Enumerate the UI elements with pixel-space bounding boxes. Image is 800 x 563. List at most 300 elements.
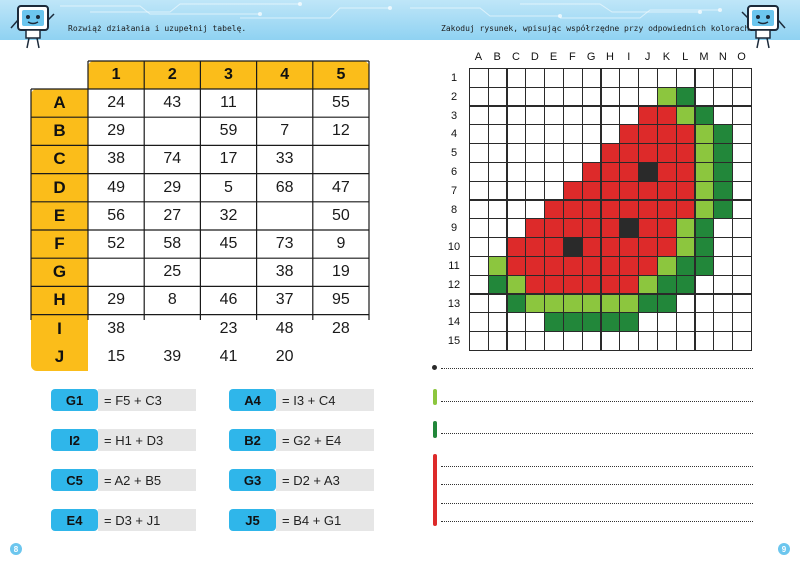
grid-cell[interactable] [657, 200, 677, 220]
grid-cell[interactable] [601, 294, 621, 314]
table-cell[interactable]: 49 [107, 178, 125, 196]
grid-cell[interactable] [544, 87, 564, 107]
grid-column-label: J [644, 51, 651, 63]
grid-cell[interactable] [676, 294, 696, 314]
grid-cell[interactable] [619, 218, 639, 238]
grid-cell[interactable] [525, 68, 545, 88]
grid-cell[interactable] [638, 256, 658, 276]
grid-cell[interactable] [525, 87, 545, 107]
grid-cell[interactable] [638, 275, 658, 295]
table-cell[interactable]: 50 [331, 206, 350, 224]
grid-cell[interactable] [695, 124, 715, 144]
grid-cell[interactable] [525, 256, 545, 276]
table-cell[interactable]: 32 [219, 206, 238, 224]
table-cell[interactable]: 55 [331, 94, 350, 112]
grid-cell[interactable] [469, 106, 489, 126]
table-cell[interactable]: 39 [163, 347, 182, 365]
grid-cell[interactable] [525, 162, 545, 182]
table-cell[interactable] [313, 145, 369, 173]
grid-cell[interactable] [469, 218, 489, 238]
grid-cell[interactable] [507, 200, 527, 220]
grid-cell[interactable] [713, 181, 733, 201]
grid-cell[interactable] [676, 68, 696, 88]
grid-cell[interactable] [563, 87, 583, 107]
grid-cell[interactable] [638, 181, 658, 201]
grid-cell[interactable] [713, 162, 733, 182]
table-cell[interactable]: 43 [163, 94, 182, 112]
grid-cell[interactable] [488, 312, 508, 332]
grid-cell[interactable] [563, 143, 583, 163]
grid-cell[interactable] [469, 312, 489, 332]
grid-cell[interactable] [619, 275, 639, 295]
table-cell[interactable]: 15 [107, 347, 125, 365]
grid-cell[interactable] [582, 275, 602, 295]
table-cell[interactable]: 38 [107, 150, 125, 168]
grid-column-label: F [569, 51, 576, 63]
grid-cell[interactable] [582, 294, 602, 314]
equation-row [51, 429, 196, 451]
grid-cell[interactable] [582, 68, 602, 88]
grid-cell[interactable] [713, 200, 733, 220]
table-cell[interactable]: 20 [275, 347, 294, 365]
grid-cell[interactable] [601, 200, 621, 220]
grid-cell[interactable] [732, 312, 752, 332]
grid-cell[interactable] [657, 275, 677, 295]
grid-cell[interactable] [601, 68, 621, 88]
grid-cell[interactable] [507, 143, 527, 163]
grid-cell[interactable] [544, 200, 564, 220]
grid-cell[interactable] [563, 68, 583, 88]
grid-cell[interactable] [732, 106, 752, 126]
grid-cell[interactable] [544, 124, 564, 144]
grid-cell[interactable] [713, 256, 733, 276]
answer-line[interactable] [441, 521, 753, 522]
grid-cell[interactable] [676, 275, 696, 295]
grid-cell[interactable] [657, 312, 677, 332]
grid-cell[interactable] [638, 106, 658, 126]
grid-cell[interactable] [713, 124, 733, 144]
grid-cell[interactable] [713, 87, 733, 107]
grid-cell[interactable] [619, 143, 639, 163]
grid-cell[interactable] [488, 124, 508, 144]
grid-cell[interactable] [713, 237, 733, 257]
grid-cell[interactable] [713, 312, 733, 332]
grid-cell[interactable] [695, 275, 715, 295]
grid-cell[interactable] [469, 294, 489, 314]
grid-cell[interactable] [638, 162, 658, 182]
grid-cell[interactable] [695, 68, 715, 88]
grid-cell[interactable] [619, 312, 639, 332]
grid-cell[interactable] [638, 87, 658, 107]
grid-cell[interactable] [619, 181, 639, 201]
table-cell[interactable]: 47 [331, 178, 350, 196]
answer-line[interactable] [441, 368, 753, 369]
table-cell[interactable]: 28 [331, 319, 350, 337]
row-header: B [53, 121, 66, 141]
grid-cell[interactable] [488, 218, 508, 238]
grid-cell[interactable] [544, 312, 564, 332]
grid-cell[interactable] [507, 87, 527, 107]
grid-cell[interactable] [563, 237, 583, 257]
grid-row-label: 14 [447, 316, 461, 329]
grid-cell[interactable] [601, 218, 621, 238]
answer-line[interactable] [441, 401, 753, 402]
grid-cell[interactable] [507, 181, 527, 201]
table-cell[interactable]: 48 [275, 319, 294, 337]
table-cell[interactable]: 45 [219, 235, 238, 253]
grid-cell[interactable] [507, 237, 527, 257]
grid-cell[interactable] [638, 218, 658, 238]
row-header: C [53, 149, 66, 169]
grid-cell[interactable] [488, 143, 508, 163]
grid-cell[interactable] [713, 218, 733, 238]
grid-cell[interactable] [676, 181, 696, 201]
grid-cell[interactable] [582, 162, 602, 182]
grid-cell[interactable] [657, 256, 677, 276]
grid-cell[interactable] [563, 124, 583, 144]
grid-cell[interactable] [469, 200, 489, 220]
equation-row [229, 509, 374, 531]
grid-cell[interactable] [582, 124, 602, 144]
table-cell[interactable]: 5 [224, 178, 233, 196]
grid-cell[interactable] [563, 275, 583, 295]
answer-line[interactable] [441, 466, 753, 467]
grid-cell[interactable] [657, 294, 677, 314]
grid-cell[interactable] [601, 124, 621, 144]
grid-cell[interactable] [507, 124, 527, 144]
equation-expression: = G2 + E4 [276, 429, 374, 451]
grid-cell[interactable] [488, 106, 508, 126]
grid-cell[interactable] [469, 331, 489, 351]
grid-cell[interactable] [676, 106, 696, 126]
grid-cell[interactable] [713, 106, 733, 126]
grid-cell[interactable] [713, 275, 733, 295]
grid-cell[interactable] [676, 218, 696, 238]
grid-row-label: 9 [450, 222, 458, 235]
grid-cell[interactable] [563, 331, 583, 351]
grid-cell[interactable] [544, 331, 564, 351]
grid-cell[interactable] [695, 312, 715, 332]
grid-cell[interactable] [544, 143, 564, 163]
grid-cell[interactable] [582, 106, 602, 126]
column-header: 4 [280, 66, 290, 83]
grid-cell[interactable] [507, 218, 527, 238]
grid-cell[interactable] [638, 143, 658, 163]
grid-cell[interactable] [488, 181, 508, 201]
table-cell[interactable]: 41 [219, 347, 238, 365]
grid-cell[interactable] [525, 312, 545, 332]
table-cell[interactable] [313, 343, 369, 371]
grid-cell[interactable] [657, 237, 677, 257]
grid-cell[interactable] [695, 162, 715, 182]
grid-cell[interactable] [469, 87, 489, 107]
grid-cell[interactable] [657, 331, 677, 351]
grid-cell[interactable] [695, 87, 715, 107]
grid-cell[interactable] [601, 143, 621, 163]
grid-cell[interactable] [525, 275, 545, 295]
grid-cell[interactable] [657, 218, 677, 238]
grid-cell[interactable] [582, 331, 602, 351]
grid-cell[interactable] [619, 200, 639, 220]
table-cell[interactable]: 74 [163, 150, 182, 168]
table-cell[interactable]: 58 [163, 235, 182, 253]
grid-cell[interactable] [507, 162, 527, 182]
table-cell[interactable]: 29 [107, 291, 125, 309]
grid-cell[interactable] [582, 256, 602, 276]
grid-cell[interactable] [676, 124, 696, 144]
grid-cell[interactable] [544, 106, 564, 126]
grid-cell[interactable] [488, 294, 508, 314]
grid-cell[interactable] [601, 312, 621, 332]
grid-cell[interactable] [601, 331, 621, 351]
grid-cell[interactable] [488, 162, 508, 182]
grid-cell[interactable] [488, 275, 508, 295]
grid-cell[interactable] [563, 294, 583, 314]
grid-cell[interactable] [695, 200, 715, 220]
table-cell[interactable]: 25 [163, 263, 182, 281]
grid-cell[interactable] [619, 162, 639, 182]
table-cell[interactable]: 33 [275, 150, 294, 168]
grid-cell[interactable] [638, 200, 658, 220]
equation-row [229, 389, 374, 411]
grid-cell[interactable] [469, 237, 489, 257]
grid-cell[interactable] [657, 124, 677, 144]
grid-cell[interactable] [601, 181, 621, 201]
grid-cell[interactable] [525, 294, 545, 314]
table-cell[interactable] [144, 117, 200, 145]
table-cell[interactable]: 68 [275, 178, 294, 196]
table-cell[interactable]: 11 [220, 94, 237, 112]
grid-cell[interactable] [582, 312, 602, 332]
grid-cell[interactable] [638, 294, 658, 314]
grid-cell[interactable] [732, 200, 752, 220]
grid-cell[interactable] [507, 275, 527, 295]
grid-cell[interactable] [525, 106, 545, 126]
table-cell[interactable]: 95 [331, 291, 350, 309]
grid-cell[interactable] [732, 87, 752, 107]
grid-cell[interactable] [657, 68, 677, 88]
grid-cell[interactable] [525, 331, 545, 351]
grid-cell[interactable] [525, 181, 545, 201]
grid-cell[interactable] [582, 218, 602, 238]
grid-cell[interactable] [544, 218, 564, 238]
grid-cell[interactable] [732, 181, 752, 201]
grid-cell[interactable] [657, 87, 677, 107]
grid-cell[interactable] [469, 256, 489, 276]
grid-cell[interactable] [657, 181, 677, 201]
grid-cell[interactable] [619, 294, 639, 314]
grid-cell[interactable] [657, 106, 677, 126]
grid-cell[interactable] [638, 68, 658, 88]
grid-cell[interactable] [695, 218, 715, 238]
table-cell[interactable]: 9 [336, 235, 346, 253]
grid-cell[interactable] [469, 181, 489, 201]
grid-cell[interactable] [582, 181, 602, 201]
table-cell[interactable] [88, 258, 144, 286]
grid-cell[interactable] [695, 237, 715, 257]
grid-cell[interactable] [732, 124, 752, 144]
grid-cell[interactable] [469, 68, 489, 88]
row-header: F [54, 234, 65, 254]
grid-cell[interactable] [525, 237, 545, 257]
grid-cell[interactable] [695, 181, 715, 201]
grid-cell[interactable] [507, 256, 527, 276]
table-cell[interactable]: 8 [167, 291, 177, 309]
grid-cell[interactable] [469, 162, 489, 182]
table-cell[interactable]: 19 [331, 263, 350, 281]
table-cell[interactable]: 56 [107, 206, 125, 224]
grid-cell[interactable] [619, 124, 639, 144]
grid-cell[interactable] [544, 275, 564, 295]
grid-cell[interactable] [601, 162, 621, 182]
grid-cell[interactable] [507, 68, 527, 88]
grid-cell[interactable] [582, 143, 602, 163]
grid-cell[interactable] [488, 68, 508, 88]
grid-cell[interactable] [525, 124, 545, 144]
grid-cell[interactable] [676, 200, 696, 220]
grid-cell[interactable] [638, 124, 658, 144]
grid-cell[interactable] [732, 331, 752, 351]
table-cell[interactable]: 46 [219, 291, 238, 309]
grid-cell[interactable] [676, 162, 696, 182]
answer-line[interactable] [441, 484, 753, 485]
grid-cell[interactable] [713, 294, 733, 314]
grid-cell[interactable] [469, 275, 489, 295]
grid-cell[interactable] [488, 237, 508, 257]
grid-cell[interactable] [713, 143, 733, 163]
grid-cell[interactable] [732, 68, 752, 88]
grid-cell[interactable] [563, 312, 583, 332]
color-swatch-dark-green [433, 421, 437, 438]
grid-cell[interactable] [544, 68, 564, 88]
grid-cell[interactable] [619, 68, 639, 88]
grid-cell[interactable] [507, 331, 527, 351]
grid-cell[interactable] [488, 87, 508, 107]
table-cell[interactable]: 38 [107, 319, 125, 337]
grid-cell[interactable] [638, 331, 658, 351]
grid-cell[interactable] [713, 68, 733, 88]
grid-cell[interactable] [732, 256, 752, 276]
grid-cell[interactable] [732, 294, 752, 314]
table-cell[interactable]: 27 [163, 206, 182, 224]
equation-expression: = F5 + C3 [98, 389, 196, 411]
grid-column-label: M [699, 51, 709, 63]
grid-cell[interactable] [713, 331, 733, 351]
grid-cell[interactable] [544, 294, 564, 314]
grid-cell[interactable] [582, 87, 602, 107]
grid-cell[interactable] [619, 87, 639, 107]
grid-cell[interactable] [544, 256, 564, 276]
grid-cell[interactable] [601, 87, 621, 107]
table-cell[interactable] [200, 258, 256, 286]
table-cell[interactable]: 24 [107, 94, 125, 112]
grid-cell[interactable] [732, 218, 752, 238]
grid-cell[interactable] [601, 106, 621, 126]
table-cell[interactable]: 29 [107, 122, 125, 140]
grid-cell[interactable] [525, 200, 545, 220]
grid-cell[interactable] [582, 237, 602, 257]
grid-cell[interactable] [488, 331, 508, 351]
grid-cell[interactable] [676, 312, 696, 332]
grid-cell[interactable] [732, 237, 752, 257]
grid-cell[interactable] [601, 237, 621, 257]
grid-cell[interactable] [563, 106, 583, 126]
table-cell[interactable]: 37 [275, 291, 294, 309]
grid-cell[interactable] [601, 275, 621, 295]
grid-cell[interactable] [676, 237, 696, 257]
table-cell[interactable]: 38 [275, 263, 294, 281]
grid-cell[interactable] [469, 124, 489, 144]
grid-cell[interactable] [638, 237, 658, 257]
grid-cell[interactable] [563, 162, 583, 182]
answer-line[interactable] [441, 503, 753, 504]
grid-cell[interactable] [695, 256, 715, 276]
grid-cell[interactable] [469, 143, 489, 163]
grid-cell[interactable] [563, 256, 583, 276]
grid-cell[interactable] [638, 312, 658, 332]
table-cell[interactable] [257, 202, 313, 230]
grid-cell[interactable] [676, 331, 696, 351]
grid-cell[interactable] [507, 106, 527, 126]
grid-cell[interactable] [619, 256, 639, 276]
grid-cell[interactable] [676, 87, 696, 107]
equation-cell-label: A4 [229, 389, 276, 411]
grid-cell[interactable] [544, 237, 564, 257]
grid-cell[interactable] [525, 143, 545, 163]
grid-cell[interactable] [732, 162, 752, 182]
equation-cell-label: G1 [51, 389, 98, 411]
grid-cell[interactable] [657, 162, 677, 182]
table-cell[interactable]: 73 [275, 235, 294, 253]
grid-cell[interactable] [563, 218, 583, 238]
grid-cell[interactable] [563, 200, 583, 220]
grid-cell[interactable] [657, 143, 677, 163]
grid-cell[interactable] [601, 256, 621, 276]
grid-cell[interactable] [563, 181, 583, 201]
grid-cell[interactable] [676, 256, 696, 276]
grid-cell[interactable] [488, 256, 508, 276]
grid-cell[interactable] [544, 181, 564, 201]
grid-cell[interactable] [732, 143, 752, 163]
grid-cell[interactable] [676, 143, 696, 163]
grid-cell[interactable] [525, 218, 545, 238]
answer-line[interactable] [441, 433, 753, 434]
grid-cell[interactable] [695, 331, 715, 351]
table-cell[interactable]: 52 [107, 235, 125, 253]
grid-cell[interactable] [695, 294, 715, 314]
table-cell[interactable] [144, 315, 200, 343]
grid-cell[interactable] [695, 143, 715, 163]
table-cell[interactable]: 12 [331, 122, 350, 140]
grid-cell[interactable] [582, 200, 602, 220]
table-cell[interactable]: 59 [219, 122, 238, 140]
grid-cell[interactable] [619, 237, 639, 257]
grid-cell[interactable] [619, 331, 639, 351]
grid-cell[interactable] [507, 312, 527, 332]
grid-cell[interactable] [619, 106, 639, 126]
grid-cell[interactable] [732, 275, 752, 295]
table-cell[interactable]: 29 [163, 178, 182, 196]
table-cell[interactable]: 7 [280, 122, 290, 140]
grid-cell[interactable] [488, 200, 508, 220]
table-cell[interactable]: 23 [219, 319, 238, 337]
equation-expression: = D2 + A3 [276, 469, 374, 491]
grid-cell[interactable] [544, 162, 564, 182]
table-cell[interactable]: 17 [219, 150, 238, 168]
table-cell[interactable] [257, 89, 313, 117]
grid-cell[interactable] [507, 294, 527, 314]
grid-cell[interactable] [695, 106, 715, 126]
